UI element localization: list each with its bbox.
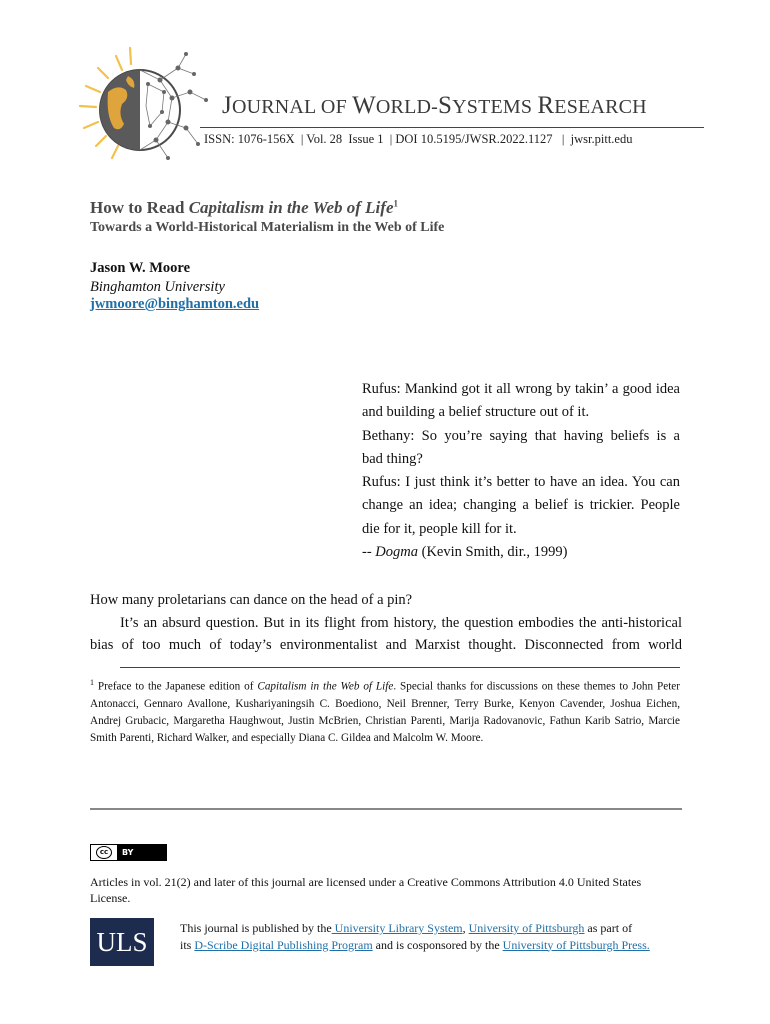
publisher-text: its — [180, 937, 195, 952]
journal-title-part: R — [537, 92, 555, 119]
publisher-text: and is cosponsored by the — [372, 937, 503, 952]
publisher-text: as part of — [584, 921, 633, 935]
footnote-divider — [120, 667, 680, 668]
article-subtitle: Towards a World-Historical Materialism in the Web of Life — [90, 220, 445, 235]
author-email-link[interactable]: jwmoore@binghamton.edu — [90, 296, 260, 312]
university-of-pittsburgh-link[interactable]: University of Pittsburgh — [468, 921, 585, 935]
journal-title — [222, 92, 647, 120]
journal-title-part: S — [438, 92, 453, 119]
article-title — [90, 198, 398, 218]
cc-label: cc — [96, 846, 112, 859]
footnote-mark: 1 — [90, 678, 94, 687]
journal-title-part: YSTEMS — [452, 96, 538, 118]
journal-logo-icon — [68, 40, 218, 170]
footnote-marker-link[interactable]: 1 — [393, 198, 398, 209]
body-line: How many proletarians can dance on the head of a pin? — [90, 592, 413, 608]
epigraph-line: and building a belief structure out of it. — [362, 404, 590, 421]
epigraph-source-title: Dogma — [375, 544, 418, 561]
publisher-sep: , — [462, 921, 469, 935]
article-title-prefix: How to Read — [90, 198, 189, 217]
body-line: bias of too much of today’s environmentalist and Marxist thought. Disconnected from world — [90, 637, 682, 654]
body-line: It’s an absurd question. But in its flight from history, the question embodies the anti-historical — [120, 614, 682, 631]
publisher-statement — [180, 920, 690, 953]
epigraph-source-prefix: -- — [362, 544, 376, 561]
publisher-text: This journal is published by the — [180, 921, 332, 935]
epigraph-line: die for it, people kill for it. — [362, 520, 517, 537]
epigraph-line: bad thing? — [362, 450, 423, 467]
epigraph-line: Bethany: So you’re saying that having beliefs is a — [362, 427, 680, 444]
epigraph — [362, 378, 680, 564]
header-divider — [200, 127, 704, 128]
license-text: Articles in vol. 21(2) and later of this journal are licensed under a Creative Commons Attribution 4.0 United States License. — [90, 875, 642, 905]
article-title-book: Capitalism in the Web of Life — [188, 198, 394, 217]
journal-title-part: J — [222, 92, 232, 119]
journal-title-part: W — [352, 92, 376, 119]
university-library-system-link[interactable]: University Library System — [331, 921, 463, 935]
journal-title-part: OURNAL OF — [231, 96, 353, 118]
by-label: BY — [118, 845, 166, 860]
epigraph-line: Rufus: I just think it’s better to have an idea. You can — [362, 474, 680, 491]
epigraph-source — [362, 541, 680, 564]
footnote — [90, 674, 680, 748]
cc-icon — [91, 845, 118, 860]
footer-divider — [90, 808, 682, 810]
author-name: Jason W. Moore — [90, 260, 191, 276]
epigraph-line: change an idea; changing a belief is trickier. People — [362, 497, 680, 514]
epigraph-source-rest: (Kevin Smith, dir., 1999) — [418, 544, 568, 561]
footnote-book-title: Capitalism in the Web of Life — [257, 680, 394, 693]
d-scribe-program-link[interactable]: D-Scribe Digital Publishing Program — [194, 937, 373, 952]
university-of-pittsburgh-press-link[interactable]: University of Pittsburgh Press. — [502, 937, 650, 952]
journal-title-part: ESEARCH — [554, 96, 647, 118]
footnote-text: . Special thanks for discussions on these themes to John Peter Antonacci, Gennaro Avallone, Kushariyaningsih C. Boediono, Neil Brenner, Terry Burke, Kenyon Cavender, Joshua Eichen, Andrej Grubacic, Margaretha Haughwout, Justin McBrien, Christian Parenti, Marija Radovanovic, Fathun Karib Satrio, Marcie Smith Parenti, Richard Walker, and especially Diana C. Gildea and Malcolm W. Moore. — [90, 680, 680, 745]
journal-title-part: ORLD- — [375, 96, 438, 118]
uls-logo[interactable]: ULS — [90, 918, 154, 966]
journal-meta: ISSN: 1076-156X | Vol. 28 Issue 1 | DOI 10.5195/JWSR.2022.1127 | jwsr.pitt.edu — [204, 132, 633, 146]
body-text — [90, 589, 682, 657]
footnote-prefix: Preface to the Japanese edition of — [94, 680, 258, 693]
cc-by-license-badge[interactable] — [90, 844, 167, 861]
author-affiliation: Binghamton University — [90, 279, 225, 295]
epigraph-line: Rufus: Mankind got it all wrong by takin’ a good idea — [362, 381, 680, 397]
